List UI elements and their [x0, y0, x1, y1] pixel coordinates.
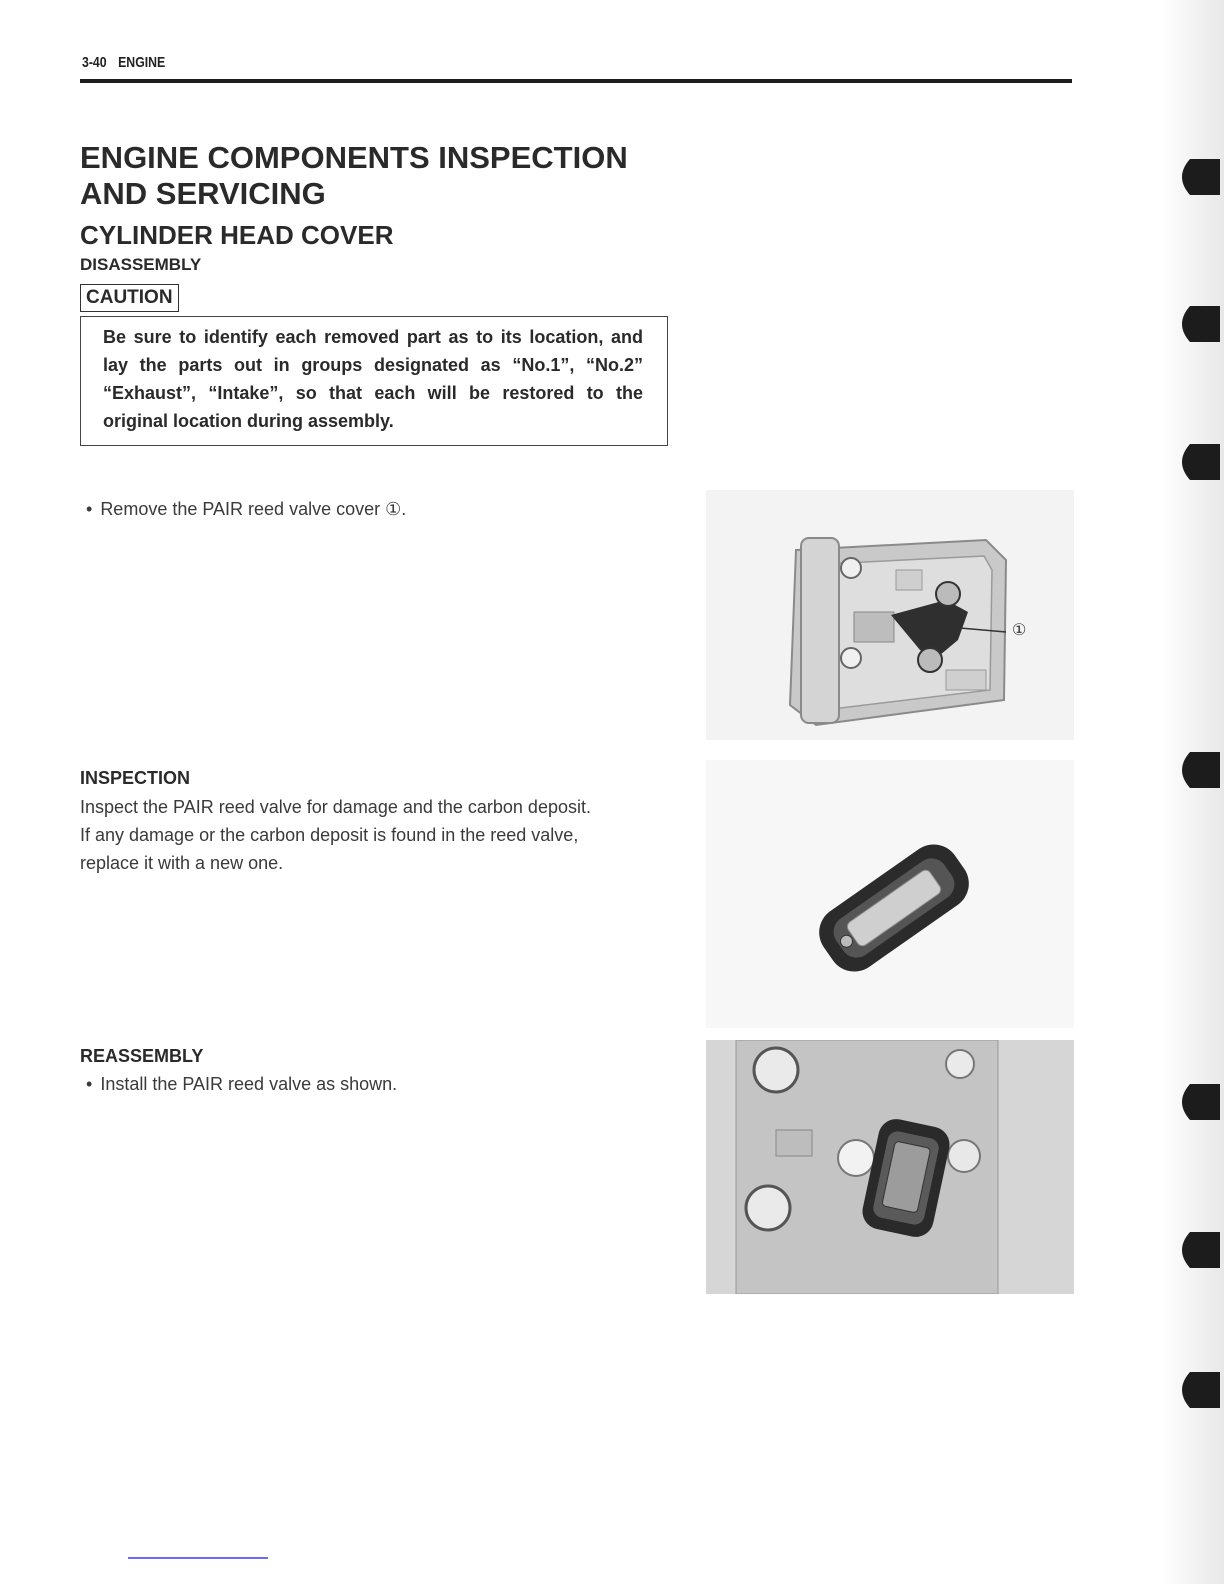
- disassembly-step: • Remove the PAIR reed valve cover ①.: [86, 495, 406, 523]
- index-tab-7-icon: [1160, 1368, 1220, 1412]
- index-tab-1-icon: [1160, 155, 1220, 199]
- inspection-line-2: If any damage or the carbon deposit is found in the reed valve,: [80, 825, 579, 845]
- reed-valve-cover-illustration: [706, 490, 1074, 740]
- header-rule: [80, 79, 1072, 83]
- inspection-line-1: Inspect the PAIR reed valve for damage and the carbon deposit.: [80, 797, 591, 817]
- callout-1: ①: [1012, 622, 1027, 639]
- caution-label: CAUTION: [80, 284, 179, 312]
- index-tab-5-icon: [1160, 1080, 1220, 1124]
- footer-rule: [128, 1557, 268, 1559]
- page-header: [82, 54, 165, 71]
- page-title-line-2: AND SERVICING: [80, 176, 326, 211]
- caution-box: [80, 316, 668, 446]
- page-number: 3-40: [82, 54, 107, 71]
- inspection-heading: INSPECTION: [80, 768, 191, 788]
- section-subtitle: CYLINDER HEAD COVER: [80, 220, 394, 250]
- index-tab-4-icon: [1160, 748, 1220, 792]
- index-tab-2-icon: [1160, 302, 1220, 346]
- page-title-line-1: ENGINE COMPONENTS INSPECTION: [80, 140, 628, 175]
- disassembly-heading: DISASSEMBLY: [80, 255, 202, 274]
- index-tab-3-icon: [1160, 440, 1220, 484]
- inspection-line-3: replace it with a new one.: [80, 853, 284, 873]
- reassembly-heading: REASSEMBLY: [80, 1046, 204, 1066]
- index-tab-6-icon: [1160, 1228, 1220, 1272]
- photo-reed-valve-cover: [706, 490, 1074, 740]
- caution-text: Be sure to identify each removed part as to its location, and lay the parts out in groups designated as “No.1”, “No.2” “Exhaust”, “Intake”, so that each will be restored to the original location during assembly.: [103, 327, 643, 431]
- photo-reed-valve-installed: [706, 1040, 1074, 1294]
- installed-valve-illustration: [706, 1040, 1074, 1294]
- photo-reed-valve: [706, 760, 1074, 1028]
- thumb-index-strip: [1160, 0, 1224, 1584]
- reassembly-step: • Install the PAIR reed valve as shown.: [86, 1070, 397, 1098]
- reed-valve-illustration: [706, 760, 1074, 1028]
- page-title: [80, 140, 628, 212]
- inspection-text: [80, 793, 591, 877]
- section-name: ENGINE: [118, 54, 166, 71]
